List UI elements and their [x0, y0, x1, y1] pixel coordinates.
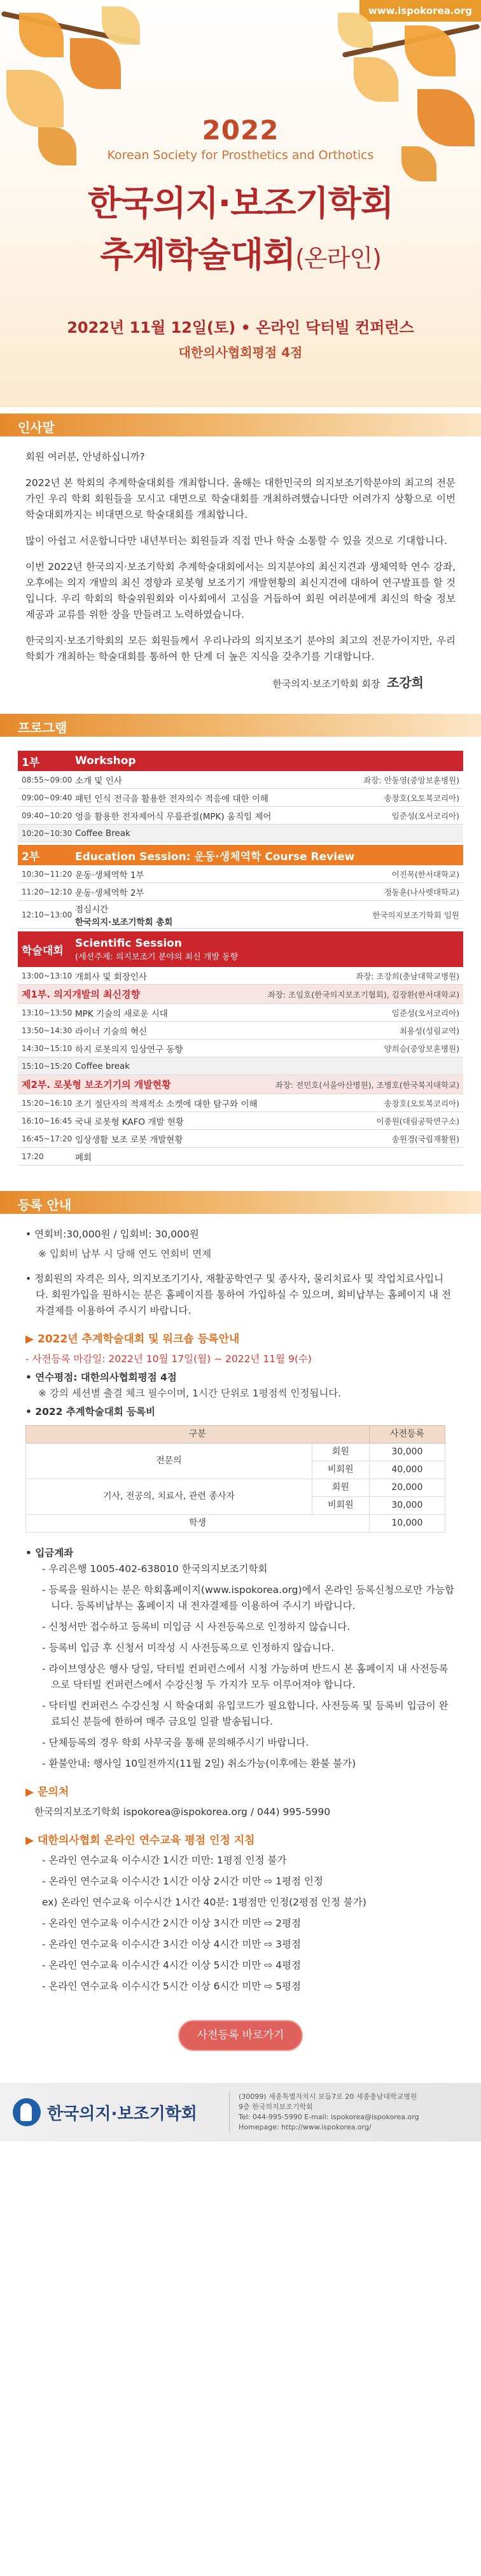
row-time: 12:10~13:00 — [22, 910, 73, 919]
part-label: 학술대회 — [22, 944, 64, 957]
table-row — [18, 901, 463, 929]
greeting-paragraph: 한국의지·보조기학회의 모든 회원들께서 우리나라의 의지보조기 분야의 최고의 전문가이지만, 우리 학회가 개최하는 학술대회를 통하여 한 단계 더 높은 지식을 갖추기를 기대합니다. — [25, 635, 456, 662]
payment-title: • 입금계좌 — [25, 1547, 74, 1559]
table-row — [18, 1004, 463, 1022]
row-desc: 조기 절단자의 적재적소 소켓에 대한 탐구와 이해 — [75, 1099, 258, 1110]
register-button-wrap — [25, 2020, 456, 2051]
footer — [0, 2083, 481, 2141]
signature-name: 조강희 — [387, 675, 424, 690]
row-desc: 운동·생체역학 2부 — [75, 888, 144, 898]
program-heading: 프로그램 — [0, 714, 481, 737]
table-row — [18, 1040, 463, 1057]
part-subtitle: (세션주제: 의지보조기 분야의 최신 개발 동향 — [75, 952, 239, 962]
event-title-main: 추계학술대회 — [100, 235, 296, 275]
row-time: 14:30~15:10 — [22, 1043, 73, 1053]
row-desc: MPK 기술의 새로운 시대 — [75, 1008, 168, 1019]
fee-amount: 40,000 — [369, 1461, 445, 1479]
list-item: - 등록비 입금 후 신청서 미작성 시 사전등록으로 인정하지 않습니다. — [42, 1642, 335, 1654]
list-item: - 라이브영상은 행사 당일, 닥터빌 컨퍼런스에서 시청 가능하며 반드시 본 홈페이지 내 사전등록으로 닥터빌 컨퍼런스에서 수강신청 두 가지가 모두 이루어져야 합니다. — [42, 1663, 449, 1690]
part-header — [18, 931, 463, 967]
row-desc — [75, 902, 372, 928]
table-row — [18, 825, 463, 842]
society-logo-icon — [13, 2098, 41, 2126]
row-desc: 라이너 기술의 혁신 — [75, 1026, 147, 1037]
row-speaker: 임준성(오서코리아) — [391, 811, 459, 821]
event-title-line1: 한국의지·보조기학회 — [88, 183, 393, 223]
row-speaker: 이진목(한서대학교) — [391, 869, 459, 879]
part-title: Education Session: 운동·생체역학 Course Review — [75, 850, 355, 863]
session-chairs: 좌장: 조임호(한국의지보조기협회), 김장환(한서대학교) — [267, 989, 459, 999]
list-item: - 닥터빌 컨퍼런스 수강신청 시 학술대회 유입코드가 필요합니다. 사전등록 및 등록비 입금이 완료되신 분들에 한하여 매주 금요일 일괄 발송됩니다. — [42, 1700, 449, 1727]
table-row — [18, 967, 463, 985]
greeting-paragraph: 2022년 본 학회의 추계학술대회를 개최합니다. 올해는 대한민국의 의지보조기학분야의 최고의 전문가인 우리 학회 회원들을 모시고 대면으로 학술대회를 개최하려했습니다만 어려가지 상황으로 이번 학술대회까지는 비대면으로 학술대회를 개최합니다. — [25, 477, 456, 520]
cme-heading: ▶ 대한의사협회 온라인 연수교육 평점 인정 지침 — [25, 1834, 255, 1847]
part-label: 2부 — [22, 850, 40, 863]
fee-amount: 10,000 — [369, 1515, 445, 1533]
session-label: 제1부. 의지개발의 최신경향 — [22, 989, 140, 1000]
row-speaker: 정동훈(나사렛대학교) — [384, 887, 459, 897]
row-desc: 하지 로봇의지 임상연구 동향 — [75, 1044, 183, 1055]
part-title: Scientific Session — [75, 936, 182, 950]
fee-type: 비회원 — [312, 1497, 369, 1515]
registration-body — [0, 1214, 481, 2077]
event-credit: 대한의사협회평점 4점 — [178, 345, 303, 360]
table-header: 사전등록 — [369, 1426, 445, 1444]
row-speaker: 임준성(오서코리아) — [391, 1008, 459, 1018]
session-chairs: 좌장: 전민호(서울아산병원), 조병호(한국복지대학교) — [275, 1080, 459, 1090]
table-row — [18, 1112, 463, 1130]
table-row — [18, 807, 463, 825]
row-time: 16:10~16:45 — [22, 1116, 73, 1125]
fee-type: 비회원 — [312, 1461, 369, 1479]
footer-org-name: 한국의지·보조기학회 — [47, 2104, 197, 2124]
payment-list — [25, 1561, 456, 1772]
fee-line: • 연회비:30,000원 / 입회비: 30,000원 — [25, 1229, 199, 1240]
contact-heading: ▶ 문의처 — [25, 1786, 69, 1799]
greeting-body — [0, 436, 481, 699]
table-row — [18, 771, 463, 789]
list-item: ex) 온라인 연수교육 이수시간 1시간 40분: 1평점만 인정(2평점 인정 불가) — [42, 1897, 366, 1908]
leaf-decoration — [19, 13, 64, 57]
hero-text — [0, 115, 481, 361]
row-speaker: 송창호(오토복코리아) — [384, 1098, 459, 1108]
part-header — [18, 845, 463, 865]
table-header-row — [26, 1426, 445, 1444]
list-item: - 온라인 연수교육 이수시간 1시간 미만: 1평점 인정 불가 — [42, 1855, 287, 1866]
row-time: 17:20 — [22, 1152, 44, 1161]
table-row — [18, 1094, 463, 1112]
credit-note: ※ 강의 세션별 출결 체크 필수이며, 1시간 단위로 1평점씩 인정됩니다. — [38, 1388, 342, 1399]
part-header — [18, 751, 463, 771]
footer-info-line: 9층 한국의지보조기학회 — [239, 2103, 313, 2111]
row-speaker: 송원경(국립재활원) — [391, 1134, 459, 1144]
footer-logo[interactable] — [13, 2098, 229, 2126]
fee-group: 전문의 — [26, 1444, 312, 1479]
footer-info — [229, 2092, 419, 2133]
fee-group: 기사, 전공의, 치료사, 관련 종사자 — [26, 1479, 312, 1515]
row-time: 09:00~09:40 — [22, 793, 73, 802]
row-desc: 개회사 및 회장인사 — [75, 971, 147, 982]
cme-list — [25, 1853, 456, 1995]
fee-table-title: • 2022 추계학술대회 등록비 — [25, 1406, 155, 1417]
table-row — [18, 789, 463, 807]
contact-text[interactable]: 한국의지보조기학회 ispokorea@ispokorea.org / 044) 995-5990 — [34, 1806, 331, 1818]
row-desc: 소개 및 인사 — [75, 776, 122, 786]
signature-title: 한국의지·보조기학회 회장 — [272, 678, 380, 690]
table-row — [26, 1444, 445, 1461]
table-row — [18, 1130, 463, 1148]
greeting-signature — [25, 675, 424, 692]
program-table — [18, 751, 463, 1166]
table-row — [18, 865, 463, 883]
fee-amount: 30,000 — [369, 1497, 445, 1515]
greeting-paragraph: 회원 여러분, 안녕하십니까? — [25, 451, 145, 463]
table-row — [18, 1022, 463, 1040]
footer-info-line: (30099) 세종특별자치시 보듬7로 20 세종충남대학교병원 — [239, 2092, 417, 2101]
society-english-name: Korean Society for Prosthetics and Orthotics — [107, 148, 374, 162]
list-item: - 단체등록의 경우 학회 사무국을 통해 문의해주시기 바랍니다. — [42, 1737, 309, 1748]
table-row — [18, 1148, 463, 1166]
row-speaker: 좌장: 조강희(충남대학교병원) — [356, 971, 459, 981]
hero-banner — [0, 0, 481, 407]
row-desc-line: 한국의지·보조기학회 총회 — [75, 917, 173, 928]
row-desc: 엉을 활용한 전자제어식 무릎관절(MPK) 움직임 제어 — [75, 811, 272, 822]
row-desc: Coffee break — [75, 1061, 130, 1071]
row-desc-line: 점심시간 — [75, 904, 109, 915]
fee-table — [25, 1425, 445, 1533]
part-title-block — [75, 937, 238, 962]
site-url-tab[interactable]: www.ispokorea.org — [359, 0, 481, 22]
row-time: 08:55~09:00 — [22, 775, 73, 784]
row-time: 15:10~15:20 — [22, 1061, 73, 1071]
fee-amount: 20,000 — [369, 1479, 445, 1497]
session-header — [18, 985, 463, 1004]
table-row — [26, 1479, 445, 1497]
row-time: 09:40~10:20 — [22, 811, 73, 820]
part-label: 1부 — [22, 756, 40, 769]
fee-amount: 30,000 — [369, 1444, 445, 1461]
fee-type: 회원 — [312, 1479, 369, 1497]
session-header — [18, 1075, 463, 1094]
greeting-paragraph: 이번 2022년 한국의지·보조기학회 추계학술대회에서는 의지분야의 최신지견과 생체역학 연수 강좌, 오후에는 의지 개발의 최신 경향과 로봇형 보조기기 개발현황의 최신지견에 대하여 연구발표를 할 것입니다. 우리 학회의 학술위원회와 이사회에서 고심을 거듭하여 회원 여러분에게 최신의 학술 정보 제공과 교류를 위한 장을 만들려고 노력하였습니다. — [25, 561, 456, 620]
footer-info-line: Tel: 044-995-5990 E-mail: ispokorea@ispokorea.org — [239, 2113, 419, 2121]
session-label: 제2부. 로봇형 보조기기의 개발현황 — [22, 1079, 171, 1090]
row-time: 16:45~17:20 — [22, 1134, 73, 1143]
row-speaker: 이종원(대림공학연구소) — [376, 1116, 459, 1126]
greeting-heading: 인사말 — [0, 414, 481, 436]
table-header: 구분 — [26, 1426, 370, 1444]
pre-registration-button[interactable]: 사전등록 바로가기 — [178, 2020, 303, 2051]
greeting-paragraph: 많이 아쉽고 서운합니다만 내년부터는 회원들과 직접 만나 학술 소통할 수 있을 것으로 기대합니다. — [25, 535, 447, 547]
row-time: 13:00~13:10 — [22, 971, 73, 980]
table-row — [18, 883, 463, 901]
list-item: - 등록을 원하시는 분은 학회홈페이지(www.ispokorea.org)에서 온라인 등록신청으로만 가능합니다. 등록비납부는 홈페이지 내 전자결제를 이용하여 주시기 바랍니다. — [42, 1584, 454, 1612]
row-desc: 폐회 — [75, 1152, 92, 1163]
table-row — [18, 1057, 463, 1075]
leaf-decoration — [354, 57, 398, 102]
fee-type: 회원 — [312, 1444, 369, 1461]
list-item: - 우리은행 1005-402-638010 한국의지보조기학회 — [42, 1563, 268, 1575]
row-speaker: 송창호(오토복코리아) — [384, 793, 459, 803]
event-registration-heading: ▶ 2022년 추계학술대회 및 워크숍 등록안내 — [25, 1333, 240, 1346]
registration-heading: 등록 안내 — [0, 1191, 481, 1214]
row-desc: 패턴 인식 전극을 활용한 전자의수 적응에 대한 이해 — [75, 793, 268, 804]
list-item: - 온라인 연수교육 이수시간 2시간 이상 3시간 미만 ⇨ 2평점 — [42, 1918, 301, 1929]
row-desc: 국내 로봇형 KAFO 개발 현황 — [75, 1117, 184, 1127]
leaf-decoration — [70, 38, 121, 89]
row-time: 10:30~11:20 — [22, 869, 73, 879]
row-time: 15:20~16:10 — [22, 1098, 73, 1108]
event-title-suffix: (온라인) — [295, 244, 381, 272]
row-speaker: 최용성(성림교역) — [399, 1026, 459, 1036]
row-desc: 운동·생체역학 1부 — [75, 870, 144, 881]
credit-title: • 연수평점: 대한의사협회평점 4점 — [25, 1372, 177, 1383]
eligibility-text: • 정회원의 자격은 의사, 의지보조기기사, 재활공학연구 및 종사자, 물리치료사 및 작업치료사입니다. 회원가입을 원하시는 분은 홈페이지를 통하여 가입하실 수 있으며, 회비납부는 홈페이지 내 전자결제를 이용하여 주시기 바랍니다. — [25, 1273, 451, 1316]
row-speaker: 한국의지보조기학회 임원 — [372, 910, 459, 920]
registration-deadline: - 사전등록 마감일: 2022년 10월 17일(월) ~ 2022년 11월 9(수) — [25, 1353, 312, 1365]
list-item: - 온라인 연수교육 이수시간 5시간 이상 6시간 미만 ⇨ 5평점 — [42, 1981, 301, 1992]
footer-info-line: Homepage: http://www.ispokorea.org/ — [239, 2123, 372, 2131]
event-date: 2022년 11월 12일(토) • 온라인 닥터빌 컨퍼런스 — [67, 319, 414, 337]
row-speaker: 좌장: 안동영(중앙보훈병원) — [363, 775, 459, 785]
event-title-line2 — [0, 228, 481, 277]
list-item: - 신청서만 접수하고 등록비 미입금 시 사전등록으로 인정하지 않습니다. — [42, 1621, 351, 1633]
row-time: 10:20~10:30 — [22, 828, 73, 838]
leaf-decoration — [102, 6, 140, 45]
row-desc: Coffee Break — [75, 828, 130, 839]
row-speaker: 양희승(중앙보훈병원) — [384, 1043, 459, 1054]
list-item: - 온라인 연수교육 이수시간 3시간 이상 4시간 미만 ⇨ 3평점 — [42, 1939, 301, 1950]
list-item: - 온라인 연수교육 이수시간 1시간 이상 2시간 미만 ⇨ 1평점 인정 — [42, 1876, 323, 1887]
event-year: 2022 — [202, 115, 279, 146]
part-title: Workshop — [75, 755, 136, 767]
row-desc: 임상생활 보조 로봇 개발현황 — [75, 1134, 183, 1145]
row-time: 13:10~13:50 — [22, 1008, 73, 1017]
list-item: - 온라인 연수교육 이수시간 4시간 이상 5시간 미만 ⇨ 4평점 — [42, 1960, 301, 1971]
fee-note: ※ 입회비 납부 시 당해 연도 연회비 면제 — [38, 1248, 212, 1260]
row-time: 11:20~12:10 — [22, 887, 73, 896]
fee-group: 학생 — [26, 1515, 370, 1533]
table-row — [26, 1515, 445, 1533]
list-item: - 환불안내: 행사일 10일전까지(11월 2일) 취소가능(이후에는 환불 불가) — [42, 1758, 356, 1769]
row-time: 13:50~14:30 — [22, 1026, 73, 1035]
